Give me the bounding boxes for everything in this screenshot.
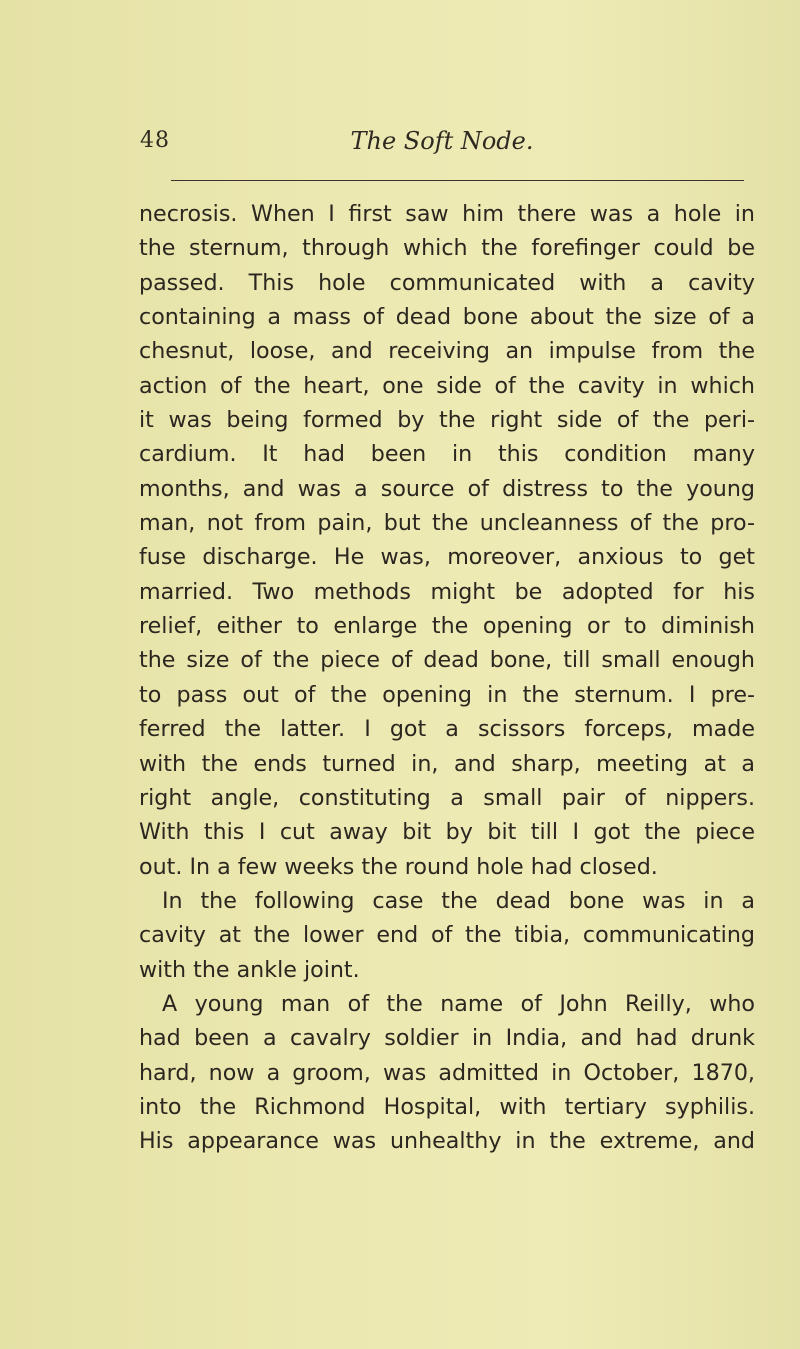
page-header bbox=[140, 126, 744, 162]
text-line: chesnut, loose, and receiving an impulse from the bbox=[139, 338, 755, 365]
text-line: to pass out of the opening in the sternum. I pre- bbox=[139, 681, 755, 708]
text-line: containing a mass of dead bone about the size of a bbox=[139, 304, 755, 331]
body-text bbox=[139, 197, 755, 1159]
text-line: right angle, constituting a small pair of nippers. bbox=[139, 784, 755, 811]
header-rule bbox=[171, 180, 744, 181]
text-line: necrosis. When I first saw him there was a hole in bbox=[139, 201, 755, 227]
text-line: hard, now a groom, was admitted in October, 1870, bbox=[139, 1059, 755, 1086]
text-line: relief, either to enlarge the opening or to diminish bbox=[139, 613, 755, 640]
page-number: 48 bbox=[140, 128, 170, 153]
text-line: In the following case the dead bone was in a bbox=[162, 887, 755, 914]
text-line: married. Two methods might be adopted for his bbox=[139, 578, 755, 605]
text-line: A young man of the name of John Reilly, who bbox=[162, 990, 755, 1017]
text-line: had been a cavalry soldier in India, and had drunk bbox=[139, 1025, 755, 1052]
text-line: fuse discharge. He was, moreover, anxious to get bbox=[139, 544, 755, 571]
text-line: the size of the piece of dead bone, till small enough bbox=[139, 647, 755, 674]
text-line: passed. This hole communicated with a cavity bbox=[139, 269, 755, 296]
text-line: with the ankle joint. bbox=[139, 956, 360, 983]
text-line: action of the heart, one side of the cavity in which bbox=[139, 372, 755, 399]
text-line: man, not from pain, but the uncleanness of the pro- bbox=[139, 510, 755, 537]
text-line: the sternum, through which the forefinger could be bbox=[139, 235, 755, 262]
running-title: The Soft Node. bbox=[350, 127, 534, 155]
text-line: out. In a few weeks the round hole had closed. bbox=[139, 853, 658, 880]
text-line: cavity at the lower end of the tibia, communicating bbox=[139, 922, 755, 949]
text-line: ferred the latter. I got a scissors forceps, made bbox=[139, 716, 755, 743]
text-line: cardium. It had been in this condition many bbox=[139, 441, 755, 468]
text-line: months, and was a source of distress to the young bbox=[139, 475, 755, 502]
text-line: it was being formed by the right side of the peri- bbox=[139, 407, 755, 434]
text-line: His appearance was unhealthy in the extreme, and bbox=[139, 1128, 755, 1155]
text-line: into the Richmond Hospital, with tertiary syphilis. bbox=[139, 1093, 755, 1120]
text-line: with the ends turned in, and sharp, meeting at a bbox=[139, 750, 755, 777]
text-line: With this I cut away bit by bit till I got the piece bbox=[139, 819, 755, 846]
